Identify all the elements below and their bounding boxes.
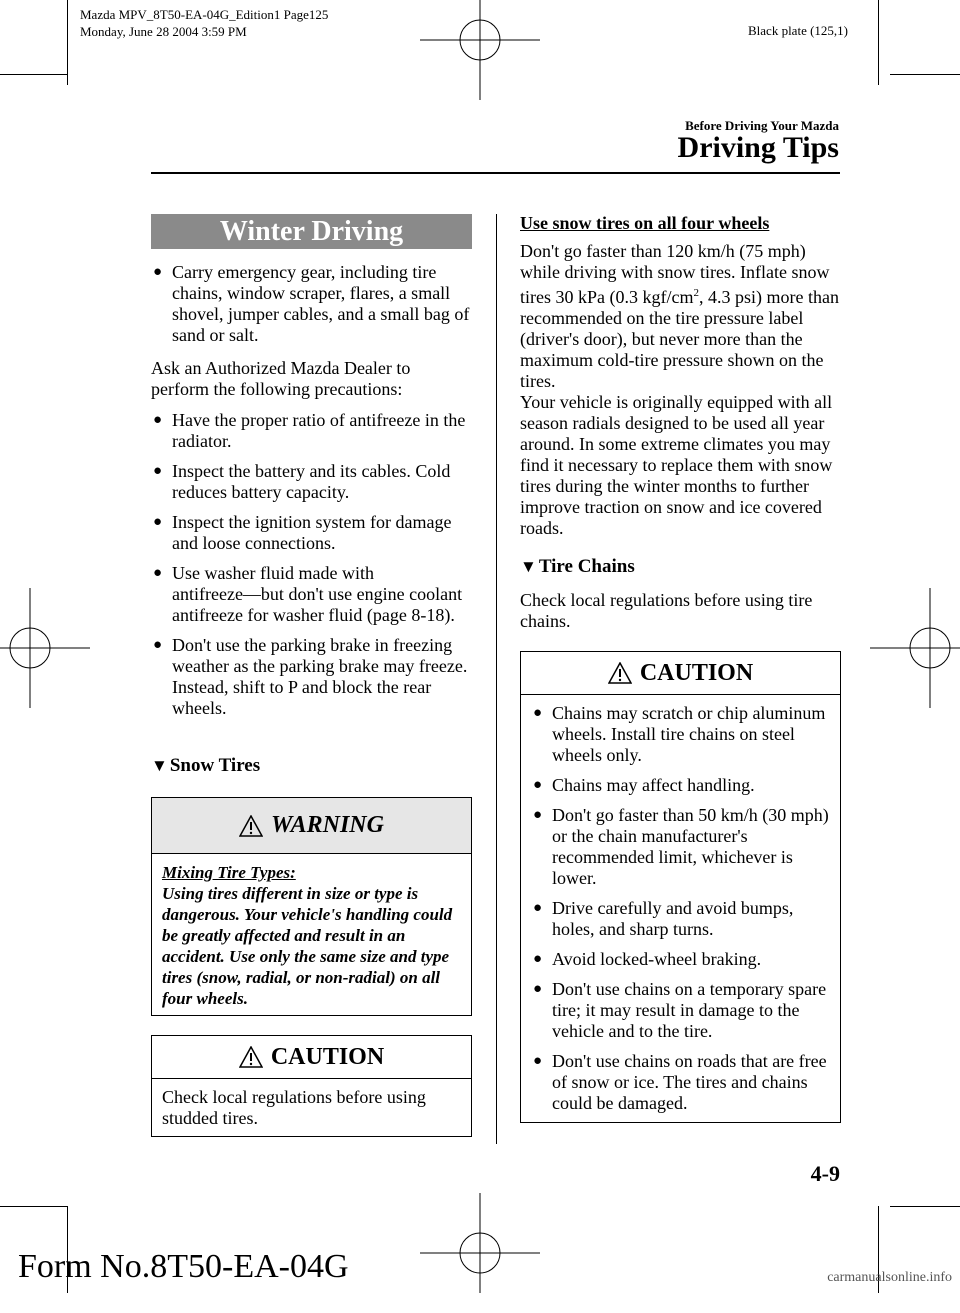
header-rule (151, 172, 840, 174)
caution-header (152, 1036, 471, 1079)
trim-mark (0, 74, 68, 75)
list-item-text: Don't use chains on a temporary spare tire; it may result in damage to the vehicle and to the tire. (552, 979, 827, 1041)
warning-label: WARNING (271, 812, 384, 838)
trim-mark (890, 74, 960, 75)
bullet-icon: ● (533, 777, 543, 793)
caution-label: CAUTION (270, 1043, 385, 1070)
list-item (151, 461, 472, 503)
list-item (151, 410, 472, 452)
page-title: Driving Tips (677, 131, 839, 164)
registration-mark-icon (870, 588, 960, 708)
list-item-text: Don't use chains on roads that are free of snow or ice. The tires and chains could be damaged. (552, 1051, 827, 1113)
snow-tires-heading (151, 755, 260, 777)
trim-mark (0, 1206, 68, 1207)
caution-label: CAUTION (639, 659, 754, 686)
registration-mark-icon (0, 588, 90, 708)
triangle-down-icon: ▼ (151, 756, 168, 775)
warning-triangle-icon (239, 815, 263, 837)
warning-triangle-icon (608, 662, 632, 684)
list-item (531, 805, 830, 889)
warning-triangle-icon (239, 1046, 263, 1068)
list-item-text: Have the proper ratio of antifreeze in the radiator. (172, 410, 466, 451)
bullet-icon: ● (153, 412, 163, 428)
registration-mark-icon (420, 0, 540, 100)
plate-label: Black plate (125,1) (748, 23, 848, 38)
warning-header (152, 798, 471, 854)
list-item-text: Don't go faster than 50 km/h (30 mph) or the chain manufacturer's recommended limit, whichever is lower. (552, 805, 829, 888)
list-item-text: Don't use the parking brake in freezing weather as the parking brake may freeze. Instead, shift to P and block the rear wheels. (172, 635, 468, 718)
site-watermark: carmanualsonline.info (827, 1270, 952, 1285)
winter-driving-heading: Winter Driving (151, 214, 472, 249)
list-item-text: Inspect the ignition system for damage and loose connections. (172, 512, 452, 553)
caution-header (521, 652, 840, 695)
warning-text: Using tires different in size or type is dangerous. Your vehicle's handling could be greatly affected and result in an accident. Use only the same size and type tires (snow, radial, or non-radial) on all four wheels. (162, 884, 453, 1008)
print-meta-line2: Monday, June 28 2004 3:59 PM (80, 24, 247, 39)
bullet-icon: ● (153, 463, 163, 479)
list-item-text: Use washer fluid made with antifreeze―but don't use engine coolant antifreeze for washer fluid (page 8-18). (172, 563, 463, 625)
snow-tire-paragraph-b: , 4.3 psi) more than recommended on the tire pressure label (driver's door), but never more than the maximum cold-tire pressure shown on the tires. (520, 287, 839, 391)
list-item-text: Avoid locked-wheel braking. (552, 949, 762, 969)
bullet-icon: ● (533, 807, 543, 823)
list-item (151, 635, 472, 719)
list-item-text: Drive carefully and avoid bumps, holes, and sharp turns. (552, 898, 794, 939)
bullet-icon: ● (533, 951, 543, 967)
list-item (531, 703, 830, 766)
list-item (531, 898, 830, 940)
bullet-icon: ● (153, 637, 163, 653)
list-item-text: Chains may scratch or chip aluminum wheels. Install tire chains on steel wheels only. (552, 703, 826, 765)
list-item (151, 563, 472, 626)
bullet-icon: ● (153, 264, 163, 280)
list-item (531, 979, 830, 1042)
tire-chains-text: Check local regulations before using tire chains. (520, 590, 813, 631)
list-item (531, 775, 830, 796)
caution-box-studded (151, 1035, 472, 1137)
warning-subtitle: Mixing Tire Types: (162, 863, 296, 882)
caution-box-chains (520, 651, 841, 1123)
column-divider (496, 214, 497, 1144)
bullet-icon: ● (533, 1053, 543, 1069)
caution-text: Check local regulations before using studded tires. (162, 1087, 426, 1128)
triangle-down-icon: ▼ (520, 557, 537, 576)
list-item-text: Inspect the battery and its cables. Cold reduces battery capacity. (172, 461, 451, 502)
registration-mark-icon (420, 1193, 540, 1313)
list-item (151, 512, 472, 554)
warning-box (151, 797, 472, 1016)
bullet-icon: ● (153, 565, 163, 581)
print-meta-line1: Mazda MPV_8T50-EA-04G_Edition1 Page125 (80, 7, 329, 22)
snow-tires-heading-text: Snow Tires (169, 755, 261, 776)
form-number: Form No.8T50-EA-04G (18, 1248, 349, 1285)
precautions-intro: Ask an Authorized Mazda Dealer to perform the following precautions: (151, 358, 411, 399)
warning-body (152, 854, 471, 1017)
tire-chains-heading (520, 556, 635, 578)
snow-tire-paragraph (520, 241, 842, 392)
trim-mark (878, 0, 879, 85)
all-season-paragraph: Your vehicle is originally equipped with all season radials designed to be used all year around. In some extreme climates you may find it necessary to replace them with snow tires during the winter months to further improve traction on snow and ice covered roads. (520, 392, 833, 538)
list-item (151, 262, 472, 346)
caution-body (521, 695, 840, 1131)
list-item (531, 949, 830, 970)
bullet-icon: ● (533, 900, 543, 916)
snow-all-wheels-heading: Use snow tires on all four wheels (520, 213, 770, 233)
right-column-text (520, 213, 842, 539)
list-item-text: Chains may affect handling. (552, 775, 755, 795)
list-item (531, 1051, 830, 1114)
page-number: 4-9 (810, 1161, 840, 1186)
list-item-text: Carry emergency gear, including tire chains, window scraper, flares, a small shovel, jumper cables, and a small bag of sand or salt. (172, 262, 470, 345)
unit-superscript: 2 (693, 287, 699, 299)
bullet-icon: ● (533, 705, 543, 721)
tire-chains-heading-text: Tire Chains (538, 556, 635, 577)
bullet-icon: ● (533, 981, 543, 997)
trim-mark (890, 1206, 960, 1207)
trim-mark (67, 0, 68, 85)
snow-tire-paragraph-a: Don't go faster than 120 km/h (75 mph) while driving with snow tires. Inflate snow tires 30 kPa (0.3 kgf/cm (520, 241, 830, 307)
left-column-text (151, 262, 472, 728)
print-meta (80, 6, 328, 40)
section-name: Before Driving Your Mazda (685, 118, 839, 133)
bullet-icon: ● (153, 514, 163, 530)
